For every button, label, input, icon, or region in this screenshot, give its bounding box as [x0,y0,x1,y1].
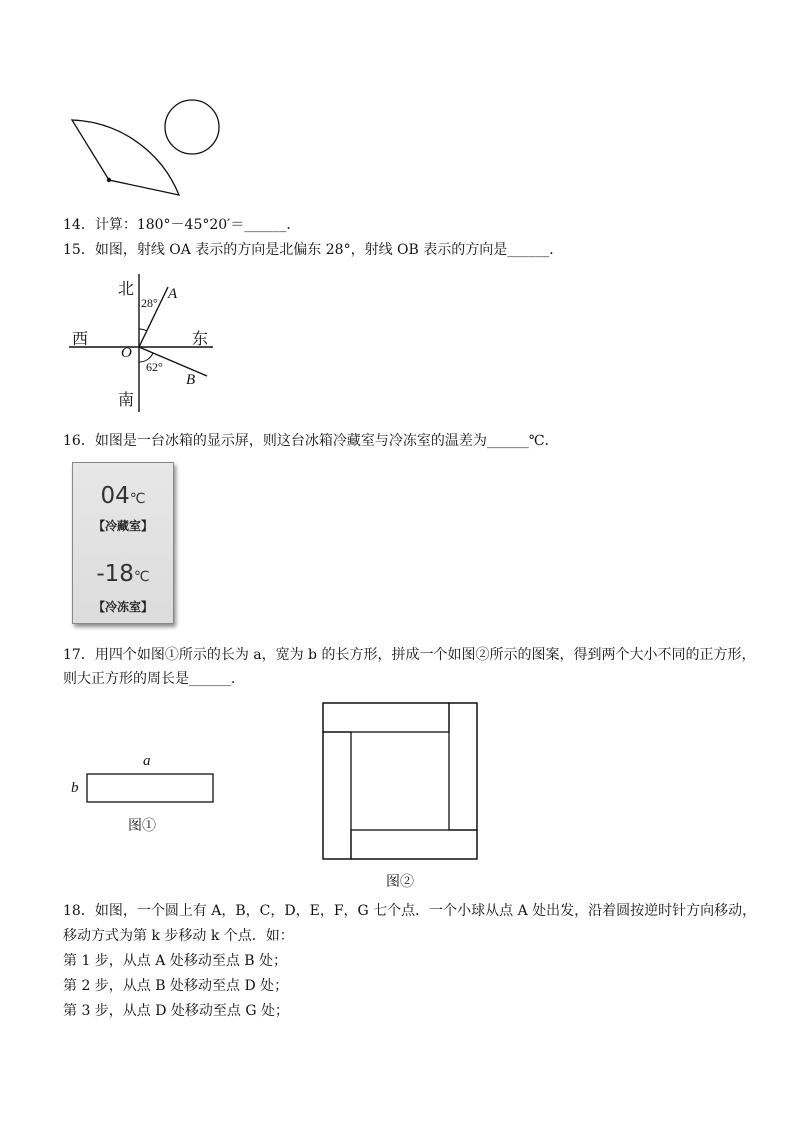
east-label: 东 [192,329,209,348]
question-17-line-2: 则大正方形的周长是______． [63,671,245,687]
figure-1-caption: 图① [128,818,156,834]
point-b-label: B [186,372,196,388]
angle-28-label: 28° [141,296,158,310]
freezer-value: -18 [96,561,134,587]
west-label: 西 [72,329,89,348]
question-15: 15．如图，射线 OA 表示的方向是北偏东 28°，射线 OB 表示的方向是______． [63,242,564,258]
question-18-line-5: 第 3 步，从点 D 处移动至点 G 处； [63,1003,290,1019]
figure-2-square-pattern [322,702,478,862]
south-label: 南 [118,390,135,409]
question-18-line-1: 18．如图，一个圆上有 A，B，C，D，E，F，G 七个点．一个小球从点 A 处出发，沿着圆按逆时针方向移动， [63,903,757,919]
north-label: 北 [118,279,135,298]
length-a-label: a [143,753,151,769]
angle-62-label: 62° [146,360,163,374]
question-16: 16．如图是一台冰箱的显示屏，则这台冰箱冷藏室与冷冻室的温差为______℃． [63,433,559,449]
fridge-temperature [73,483,173,509]
fridge-display [72,462,174,624]
point-a-label: A [168,286,178,302]
angle-arc-28 [139,329,147,331]
freezer-compartment-label: 【冷冻室】 [92,600,153,614]
figure-2-caption: 图② [386,874,414,890]
question-14: 14．计算：180°－45°20′＝______． [63,217,301,233]
question-17-line-1: 17．用四个如图①所示的长为 a，宽为 b 的长方形，拼成一个如图②所示的图案，得到两个大小不同的正方形， [63,647,756,663]
question-18-line-2: 移动方式为第 k 步移动 k 个点．如： [63,928,294,944]
question-18-line-3: 第 1 步，从点 A 处移动至点 B 处； [63,953,288,969]
sector-circle-figure [60,90,230,200]
celsius-unit: ℃ [129,491,146,507]
question-18-line-4: 第 2 步，从点 B 处移动至点 D 处； [63,978,289,994]
width-b-label: b [71,780,79,796]
origin-label: O [121,345,132,361]
figure-1-rectangle [86,773,216,805]
fridge-value: 04 [100,483,130,509]
celsius-unit: ℃ [133,569,150,585]
vertex-dot [107,178,111,182]
fridge-compartment-label: 【冷藏室】 [92,519,153,533]
circle-shape [165,100,219,154]
freezer-temperature [73,561,173,587]
sector-shape [72,120,179,195]
